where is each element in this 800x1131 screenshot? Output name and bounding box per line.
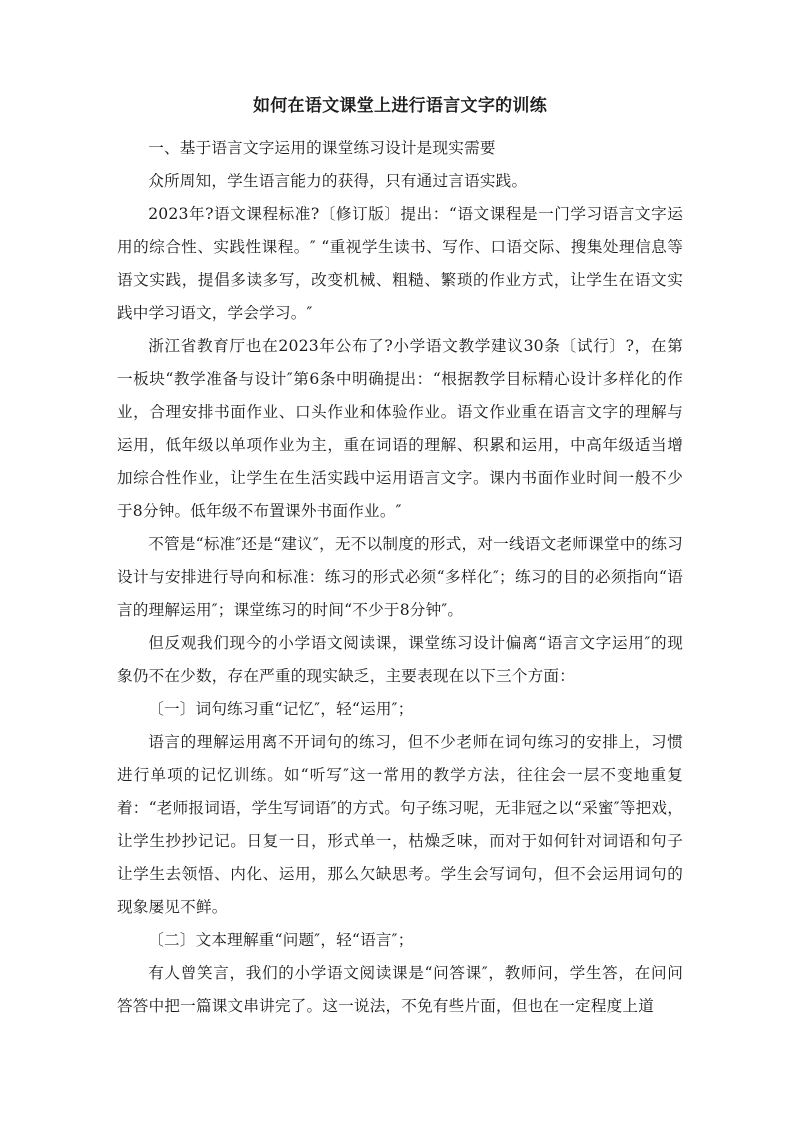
paragraph: 不管是“标准″还是“建议″，无不以制度的形式，对一线语文老师课堂中的练习设计与安排进行导向和标准：练习的形式必须“多样化″；练习的目的必须指向“语言的理解运用″；课堂练习的时间“不少于8分钟″。 [117,535,683,619]
document-page [117,96,683,1023]
section-heading-1: 一、基于语言文字运用的课堂练习设计是现实需要 [148,139,496,157]
paragraph: 语言的理解运用离不开词句的练习，但不少老师在词句练习的安排上，习惯进行单项的记忆训练。如“听写″这一常用的教学方法，往往会一层不变地重复着：“老师报词语，学生写词语″的方式。句子练习呢，无非冠之以“采蜜″等把戏，让学生抄抄记记。日复一日，形式单一，枯燥乏味，而对于如何针对词语和句子让学生去领悟、内化、运用，那么欠缺思考。学生会写词句，但不会运用词句的现象屡见不鲜。 [117,733,683,916]
subsection-heading-1: 〔一〕词句练习重“记忆″，轻“运用″； [148,700,414,718]
document-title: 如何在语文课堂上进行语言文字的训练 [252,96,548,116]
paragraph: 众所周知，学生语言能力的获得，只有通过言语实践。 [148,172,528,190]
paragraph: 但反观我们现今的小学语文阅读课，课堂练习设计偏离“语言文字运用″的现象仍不在少数，存在严重的现实缺乏，主要表现在以下三个方面： [117,634,683,685]
paragraph: 2023年?语文课程标准?〔修订版〕提出：“语文课程是一门学习语言文字运用的综合性、实践性课程。″ “重视学生读书、写作、口语交际、搜集处理信息等语文实践，提倡多读多写，改变机械、粗糙、繁琐的作业方式，让学生在语文实践中学习语文，学会学习。″ [117,205,683,322]
paragraph: 浙江省教育厅也在2023年公布了?小学语文教学建议30条〔试行〕?，在第一板块“教学准备与设计″第6条中明确提出：“根据教学目标精心设计多样化的作业，合理安排书面作业、口头作业和体验作业。语文作业重在语言文字的理解与运用，低年级以单项作业为主，重在词语的理解、积累和运用，中高年级适当增加综合性作业，让学生在生活实践中运用语言文字。课内书面作业时间一般不少于8分钟。低年级不布置课外书面作业。″ [117,337,683,520]
subsection-heading-2: 〔二〕文本理解重“问题″，轻“语言″； [148,931,414,949]
paragraph: 有人曾笑言，我们的小学语文阅读课是“问答课″，教师问，学生答，在问问答答中把一篇课文串讲完了。这一说法，不免有些片面，但也在一定程度上道 [117,964,683,1015]
